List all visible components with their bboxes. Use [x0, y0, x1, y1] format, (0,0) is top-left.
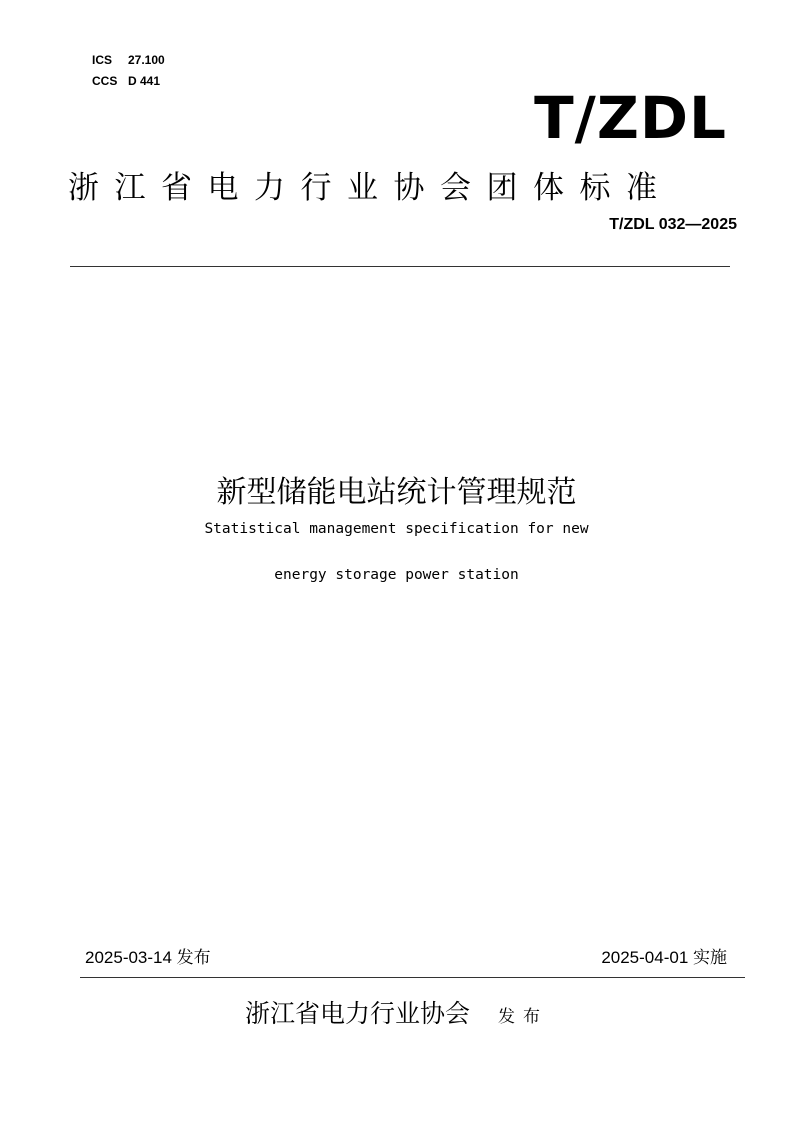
- publisher-name: 浙江省电力行业协会: [244, 999, 470, 1028]
- publisher-line: [0, 994, 793, 1030]
- org-standard-title: 浙江省电力行业协会团体标准: [68, 170, 673, 206]
- footer-divider: [80, 977, 745, 978]
- standard-logo: T/ZDL: [534, 84, 727, 152]
- issue-date: 2025-03-14 发布: [85, 948, 211, 967]
- standard-number: T/ZDL 032—2025: [609, 216, 737, 233]
- document-title-cn: 新型储能电站统计管理规范: [216, 475, 577, 510]
- document-title-en-line1: Statistical management specification for new: [204, 521, 589, 537]
- ccs-label: CCS: [92, 74, 118, 88]
- header-divider: [70, 266, 730, 267]
- implement-date: 2025-04-01 实施: [601, 948, 727, 967]
- ccs-value: D 441: [128, 74, 161, 88]
- document-title-en-line2: energy storage power station: [274, 567, 519, 583]
- ics-value: 27.100: [128, 53, 165, 67]
- publish-label: 发布: [498, 1007, 548, 1027]
- ics-label: ICS: [92, 53, 113, 67]
- ics-code: [92, 53, 165, 67]
- ccs-code: [92, 74, 160, 88]
